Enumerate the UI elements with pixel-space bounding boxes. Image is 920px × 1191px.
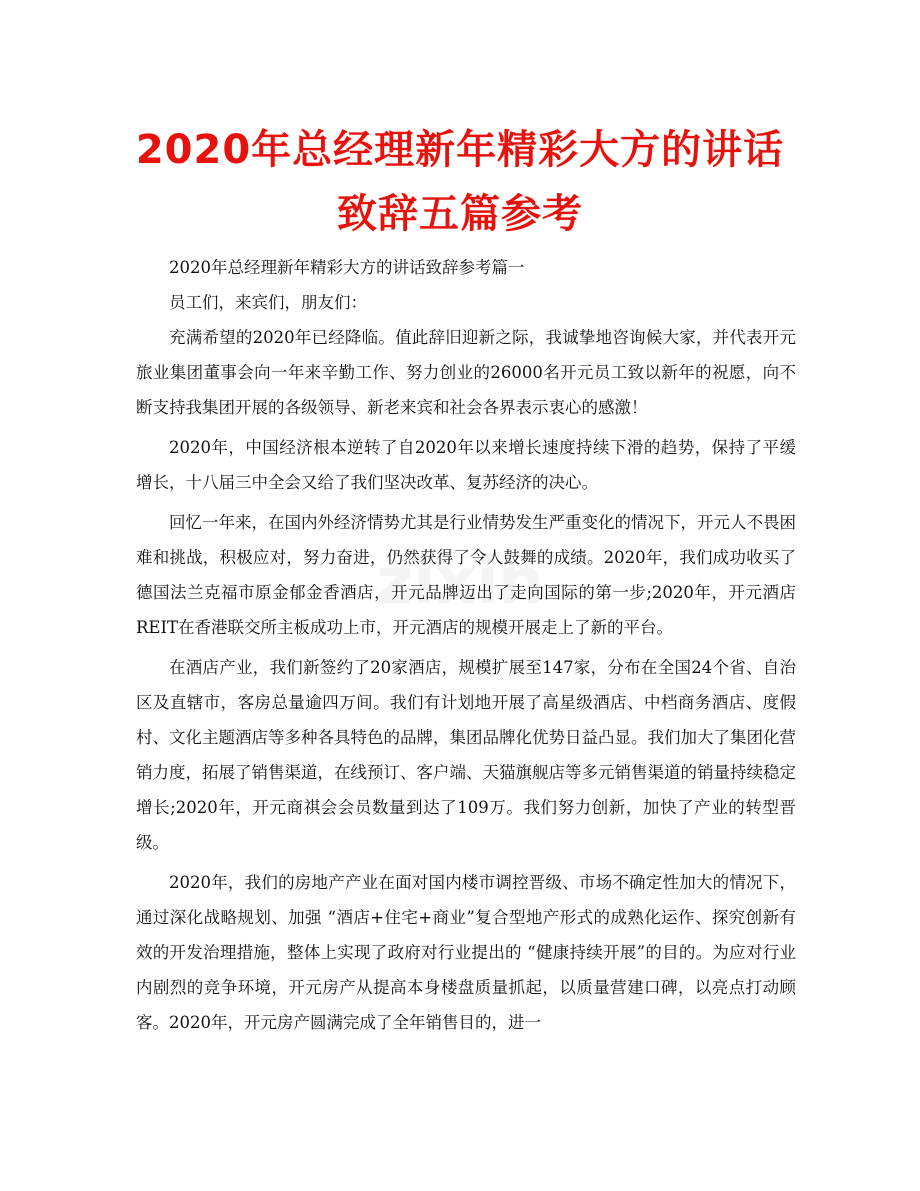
salutation: 员工们，来宾们，朋友们： bbox=[169, 293, 367, 312]
section-heading: 2020年总经理新年精彩大方的讲话致辞参考篇一 bbox=[169, 258, 525, 277]
document-body bbox=[136, 250, 796, 1040]
paragraph: 2020年，我们的房地产产业在面对国内楼市调控晋级、市场不确定性加大的情况下，通过深化战略规划、加强 “酒店+住宅+商业”复合型地产形式的成熟化运作、探究创新有效的开发治理措施，整体上实现了政府对行业提出的 “健康持续开展”的目的。为应对行业内剧烈的竞争环境，开元房产从提高本身楼盘质量抓起，以质量营建口碑，以亮点打动顾客。2020年，开元房产圆满完成了全年销售目的，进一 bbox=[136, 873, 796, 1032]
document-title: 2020年总经理新年精彩大方的讲话致辞五篇参考 bbox=[135, 127, 785, 237]
paragraph: 2020年，中国经济根本逆转了自2020年以来增长速度持续下滑的趋势，保持了平缓增长，十八届三中全会又给了我们坚决改革、复苏经济的决心。 bbox=[136, 438, 796, 492]
paragraph: 在酒店产业，我们新签约了20家酒店，规模扩展至147家，分布在全国24个省、自治区及直辖市，客房总量逾四万间。我们有计划地开展了高星级酒店、中档商务酒店、度假村、文化主题酒店等多种各具特色的品牌，集团品牌化优势日益凸显。我们加大了集团化营销力度，拓展了销售渠道，在线预订、客户端、天猫旗舰店等多元销售渠道的销量持续稳定增长;2020年，开元商祺会会员数量到达了109万。我们努力创新，加快了产业的转型晋级。 bbox=[136, 658, 796, 852]
paragraph: 回忆一年来，在国内外经济情势尤其是行业情势发生严重变化的情况下，开元人不畏困难和挑战，积极应对，努力奋进，仍然获得了令人鼓舞的成绩。2020年，我们成功收买了德国法兰克福市原金郁金香酒店，开元品牌迈出了走向国际的第一步;2020年，开元酒店REIT在香港联交所主板成功上市，开元酒店的规模开展走上了新的平台。 bbox=[136, 513, 796, 637]
paragraph: 充满希望的2020年已经降临。值此辞旧迎新之际，我诚挚地咨询候大家，并代表开元旅业集团董事会向一年来辛勤工作、努力创业的26000名开元员工致以新年的祝愿，向不断支持我集团开展的各级领导、新老来宾和社会各界表示衷心的感激！ bbox=[136, 328, 796, 417]
